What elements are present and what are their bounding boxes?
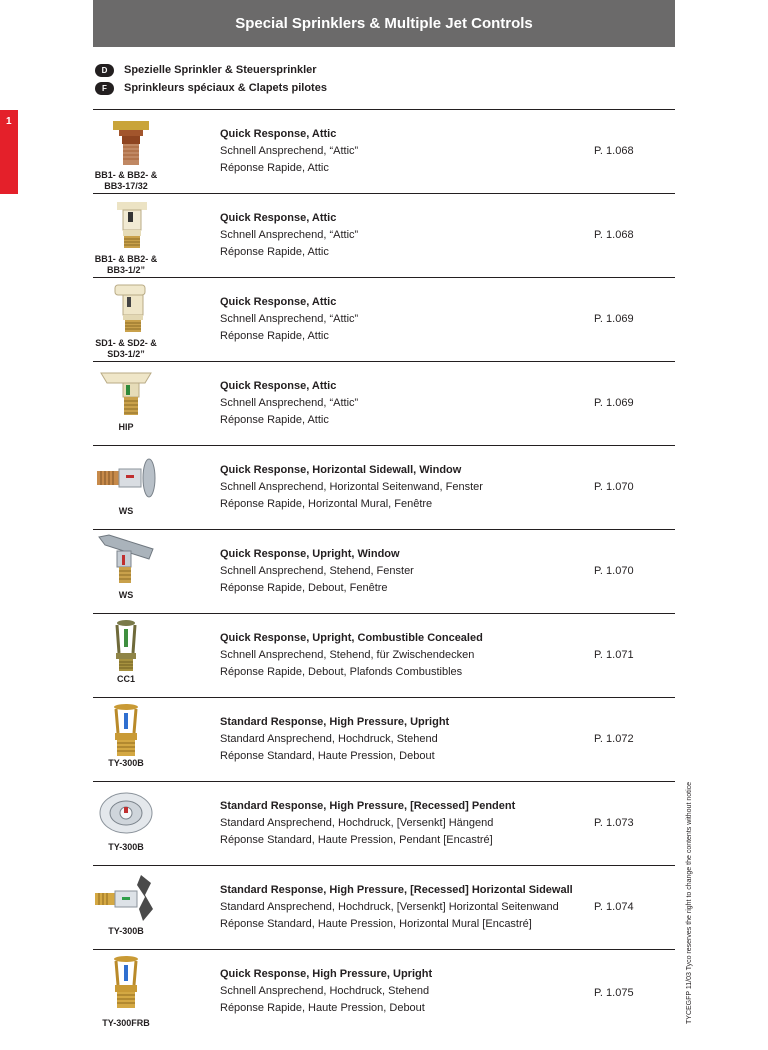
product-description xyxy=(220,378,358,429)
description-english: Quick Response, Horizontal Sidewall, Window xyxy=(220,464,462,476)
language-line-french xyxy=(95,80,327,96)
model-label: CC1 xyxy=(116,674,135,684)
description-english: Quick Response, Upright, Combustible Concealed xyxy=(220,632,483,644)
model-label: WS xyxy=(118,506,134,516)
horizontal-sidewall-sprinkler-icon xyxy=(93,449,159,509)
description-german: Schnell Ansprechend, Horizontal Seitenwand, Fenster xyxy=(220,481,483,493)
description-german: Schnell Ansprechend, Stehend, Fenster xyxy=(220,565,414,577)
product-description xyxy=(220,882,573,933)
recessed-sidewall-sprinkler-icon xyxy=(93,869,159,929)
description-french: Réponse Rapide, Attic xyxy=(220,246,329,258)
description-french: Réponse Standard, Haute Pression, Debout xyxy=(220,750,435,762)
product-row xyxy=(93,193,675,277)
product-row xyxy=(93,277,675,361)
product-row xyxy=(93,109,675,193)
description-french: Réponse Standard, Haute Pression, Horizontal Mural [Encastré] xyxy=(220,918,532,930)
section-number: 1 xyxy=(6,116,12,127)
hip-sprinkler-icon xyxy=(93,365,159,425)
description-french: Réponse Rapide, Horizontal Mural, Fenêtre xyxy=(220,498,433,510)
product-description xyxy=(220,210,358,261)
description-french: Réponse Rapide, Debout, Plafonds Combustibles xyxy=(220,666,463,678)
product-description xyxy=(220,798,515,849)
model-label: TY-300B xyxy=(108,842,144,852)
page-reference[interactable]: P. 1.069 xyxy=(594,397,634,409)
language-badge: F xyxy=(95,82,114,95)
page-reference[interactable]: P. 1.074 xyxy=(594,901,634,913)
description-french: Réponse Standard, Haute Pression, Pendant [Encastré] xyxy=(220,834,493,846)
page-reference[interactable]: P. 1.070 xyxy=(594,565,634,577)
description-german: Standard Ansprechend, Hochdruck, Stehend xyxy=(220,733,438,745)
model-label: TY-300B xyxy=(108,926,144,936)
product-description xyxy=(220,966,432,1017)
description-english: Quick Response, Upright, Window xyxy=(220,548,400,560)
page-reference[interactable]: P. 1.068 xyxy=(594,145,634,157)
attic-side-sprinkler-icon xyxy=(93,281,159,341)
upright-window-sprinkler-icon xyxy=(93,533,159,593)
product-description xyxy=(220,126,358,177)
description-german: Schnell Ansprechend, “Attic” xyxy=(220,229,359,241)
language-line-german xyxy=(95,62,317,78)
description-english: Quick Response, Attic xyxy=(220,128,337,140)
model-label: TY-300B xyxy=(108,758,144,768)
attic-bronze-sprinkler-icon xyxy=(93,113,159,173)
page-reference[interactable]: P. 1.075 xyxy=(594,987,634,999)
product-row xyxy=(93,865,675,949)
upright-brass-sprinkler-icon xyxy=(93,701,159,761)
section-tab[interactable] xyxy=(0,110,18,194)
page-reference[interactable]: P. 1.072 xyxy=(594,733,634,745)
product-description xyxy=(220,546,414,597)
description-german: Standard Ansprechend, Hochdruck, [Versenkt] Horizontal Seitenwand xyxy=(220,901,559,913)
description-english: Standard Response, High Pressure, Upright xyxy=(220,716,450,728)
description-french: Réponse Rapide, Haute Pression, Debout xyxy=(220,1002,425,1014)
model-label: TY-300FRB xyxy=(102,1018,150,1028)
model-label: WS xyxy=(118,590,134,600)
product-row xyxy=(93,613,675,697)
product-row xyxy=(93,445,675,529)
model-label: BB1- & BB2- & BB3-1/2” xyxy=(94,254,158,275)
description-english: Quick Response, Attic xyxy=(220,212,337,224)
model-label: HIP xyxy=(118,422,134,432)
page-reference[interactable]: P. 1.068 xyxy=(594,229,634,241)
description-french: Réponse Rapide, Attic xyxy=(220,414,329,426)
product-row xyxy=(93,529,675,613)
description-german: Schnell Ansprechend, Stehend, für Zwischendecken xyxy=(220,649,475,661)
upright-brass-sprinkler-icon xyxy=(93,953,159,1013)
product-row xyxy=(93,361,675,445)
product-list xyxy=(93,109,675,1050)
description-german: Schnell Ansprechend, “Attic” xyxy=(220,145,359,157)
description-german: Schnell Ansprechend, Hochdruck, Stehend xyxy=(220,985,430,997)
product-row xyxy=(93,697,675,781)
description-german: Schnell Ansprechend, “Attic” xyxy=(220,313,359,325)
page-reference[interactable]: P. 1.069 xyxy=(594,313,634,325)
product-row xyxy=(93,781,675,865)
description-english: Quick Response, High Pressure, Upright xyxy=(220,968,433,980)
page-reference[interactable]: P. 1.070 xyxy=(594,481,634,493)
description-french: Réponse Rapide, Debout, Fenêtre xyxy=(220,582,388,594)
product-description xyxy=(220,630,483,681)
disclaimer-note: TYCEGFP 11/03 Tyco reserves the right to change the contents without notice xyxy=(686,781,693,1024)
upright-concealed-sprinkler-icon xyxy=(93,617,159,677)
attic-white-sprinkler-icon xyxy=(93,197,159,257)
page-reference[interactable]: P. 1.071 xyxy=(594,649,634,661)
description-english: Standard Response, High Pressure, [Recessed] Pendent xyxy=(220,800,516,812)
product-row xyxy=(93,949,675,1050)
page-title: Special Sprinklers & Multiple Jet Controls xyxy=(235,15,533,32)
language-badge: D xyxy=(95,64,114,77)
description-german: Standard Ansprechend, Hochdruck, [Versenkt] Hängend xyxy=(220,817,494,829)
description-english: Quick Response, Attic xyxy=(220,296,337,308)
language-subtitle: Spezielle Sprinkler & Steuersprinkler xyxy=(124,64,317,76)
product-description xyxy=(220,714,449,765)
product-description xyxy=(220,462,483,513)
recessed-pendent-sprinkler-icon xyxy=(93,785,159,845)
description-french: Réponse Rapide, Attic xyxy=(220,330,329,342)
page-reference[interactable]: P. 1.073 xyxy=(594,817,634,829)
model-label: SD1- & SD2- & SD3-1/2” xyxy=(95,338,157,359)
description-french: Réponse Rapide, Attic xyxy=(220,162,329,174)
page-header xyxy=(93,0,675,47)
description-english: Quick Response, Attic xyxy=(220,380,337,392)
product-description xyxy=(220,294,358,345)
description-german: Schnell Ansprechend, “Attic” xyxy=(220,397,359,409)
language-subtitle: Sprinkleurs spéciaux & Clapets pilotes xyxy=(124,82,327,94)
description-english: Standard Response, High Pressure, [Recessed] Horizontal Sidewall xyxy=(220,884,573,896)
model-label: BB1- & BB2- & BB3-17/32 xyxy=(94,170,158,191)
